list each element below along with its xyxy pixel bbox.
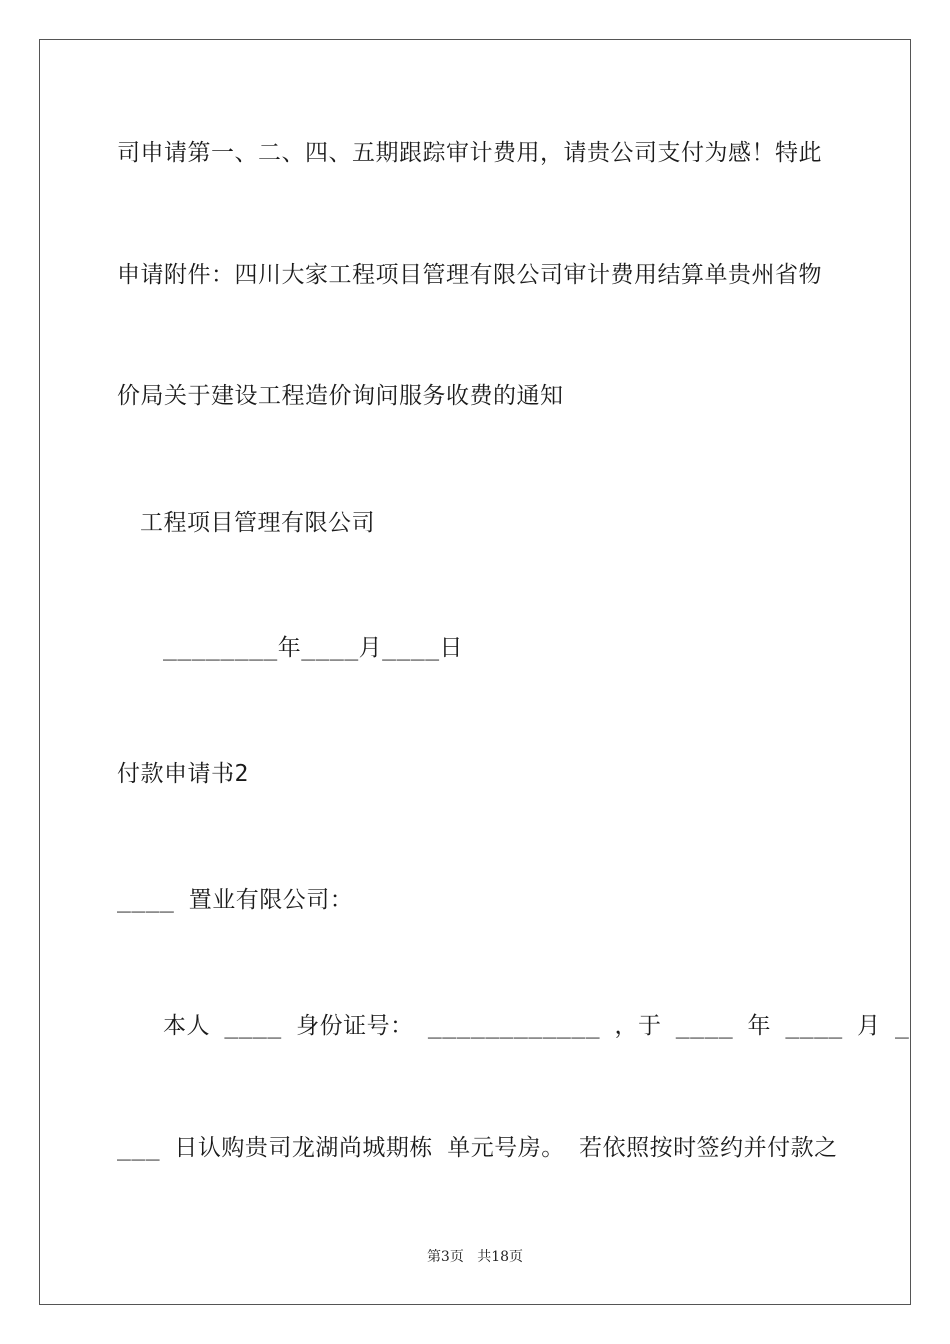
page-total: 共18页 [477,1249,524,1265]
body-line-3: 价局关于建设工程造价询问服务收费的通知 [117,383,564,409]
body-line-applicant: 本人 ____ 身份证号： ____________ ，于 ____ 年 ____ 月 _ [163,1013,910,1039]
section-title: 付款申请书2 [117,761,249,787]
page-border [39,39,911,1305]
addressee-line: ____ 置业有限公司： [117,887,354,913]
date-blank-line: ________年____月____日 [163,635,464,661]
body-line-1: 司申请第一、二、四、五期跟踪审计费用，请贵公司支付为感！特此 [117,140,822,166]
body-line-2: 申请附件：四川大家工程项目管理有限公司审计费用结算单贵州省物 [117,262,822,288]
page-number: 第3页 [426,1249,464,1265]
company-signature-line: 工程项目管理有限公司 [140,510,375,536]
page-footer [0,1246,950,1266]
body-line-purchase: ___ 日认购贵司龙湖尚城期栋 单元号房。 若依照按时签约并付款之 [117,1135,838,1161]
